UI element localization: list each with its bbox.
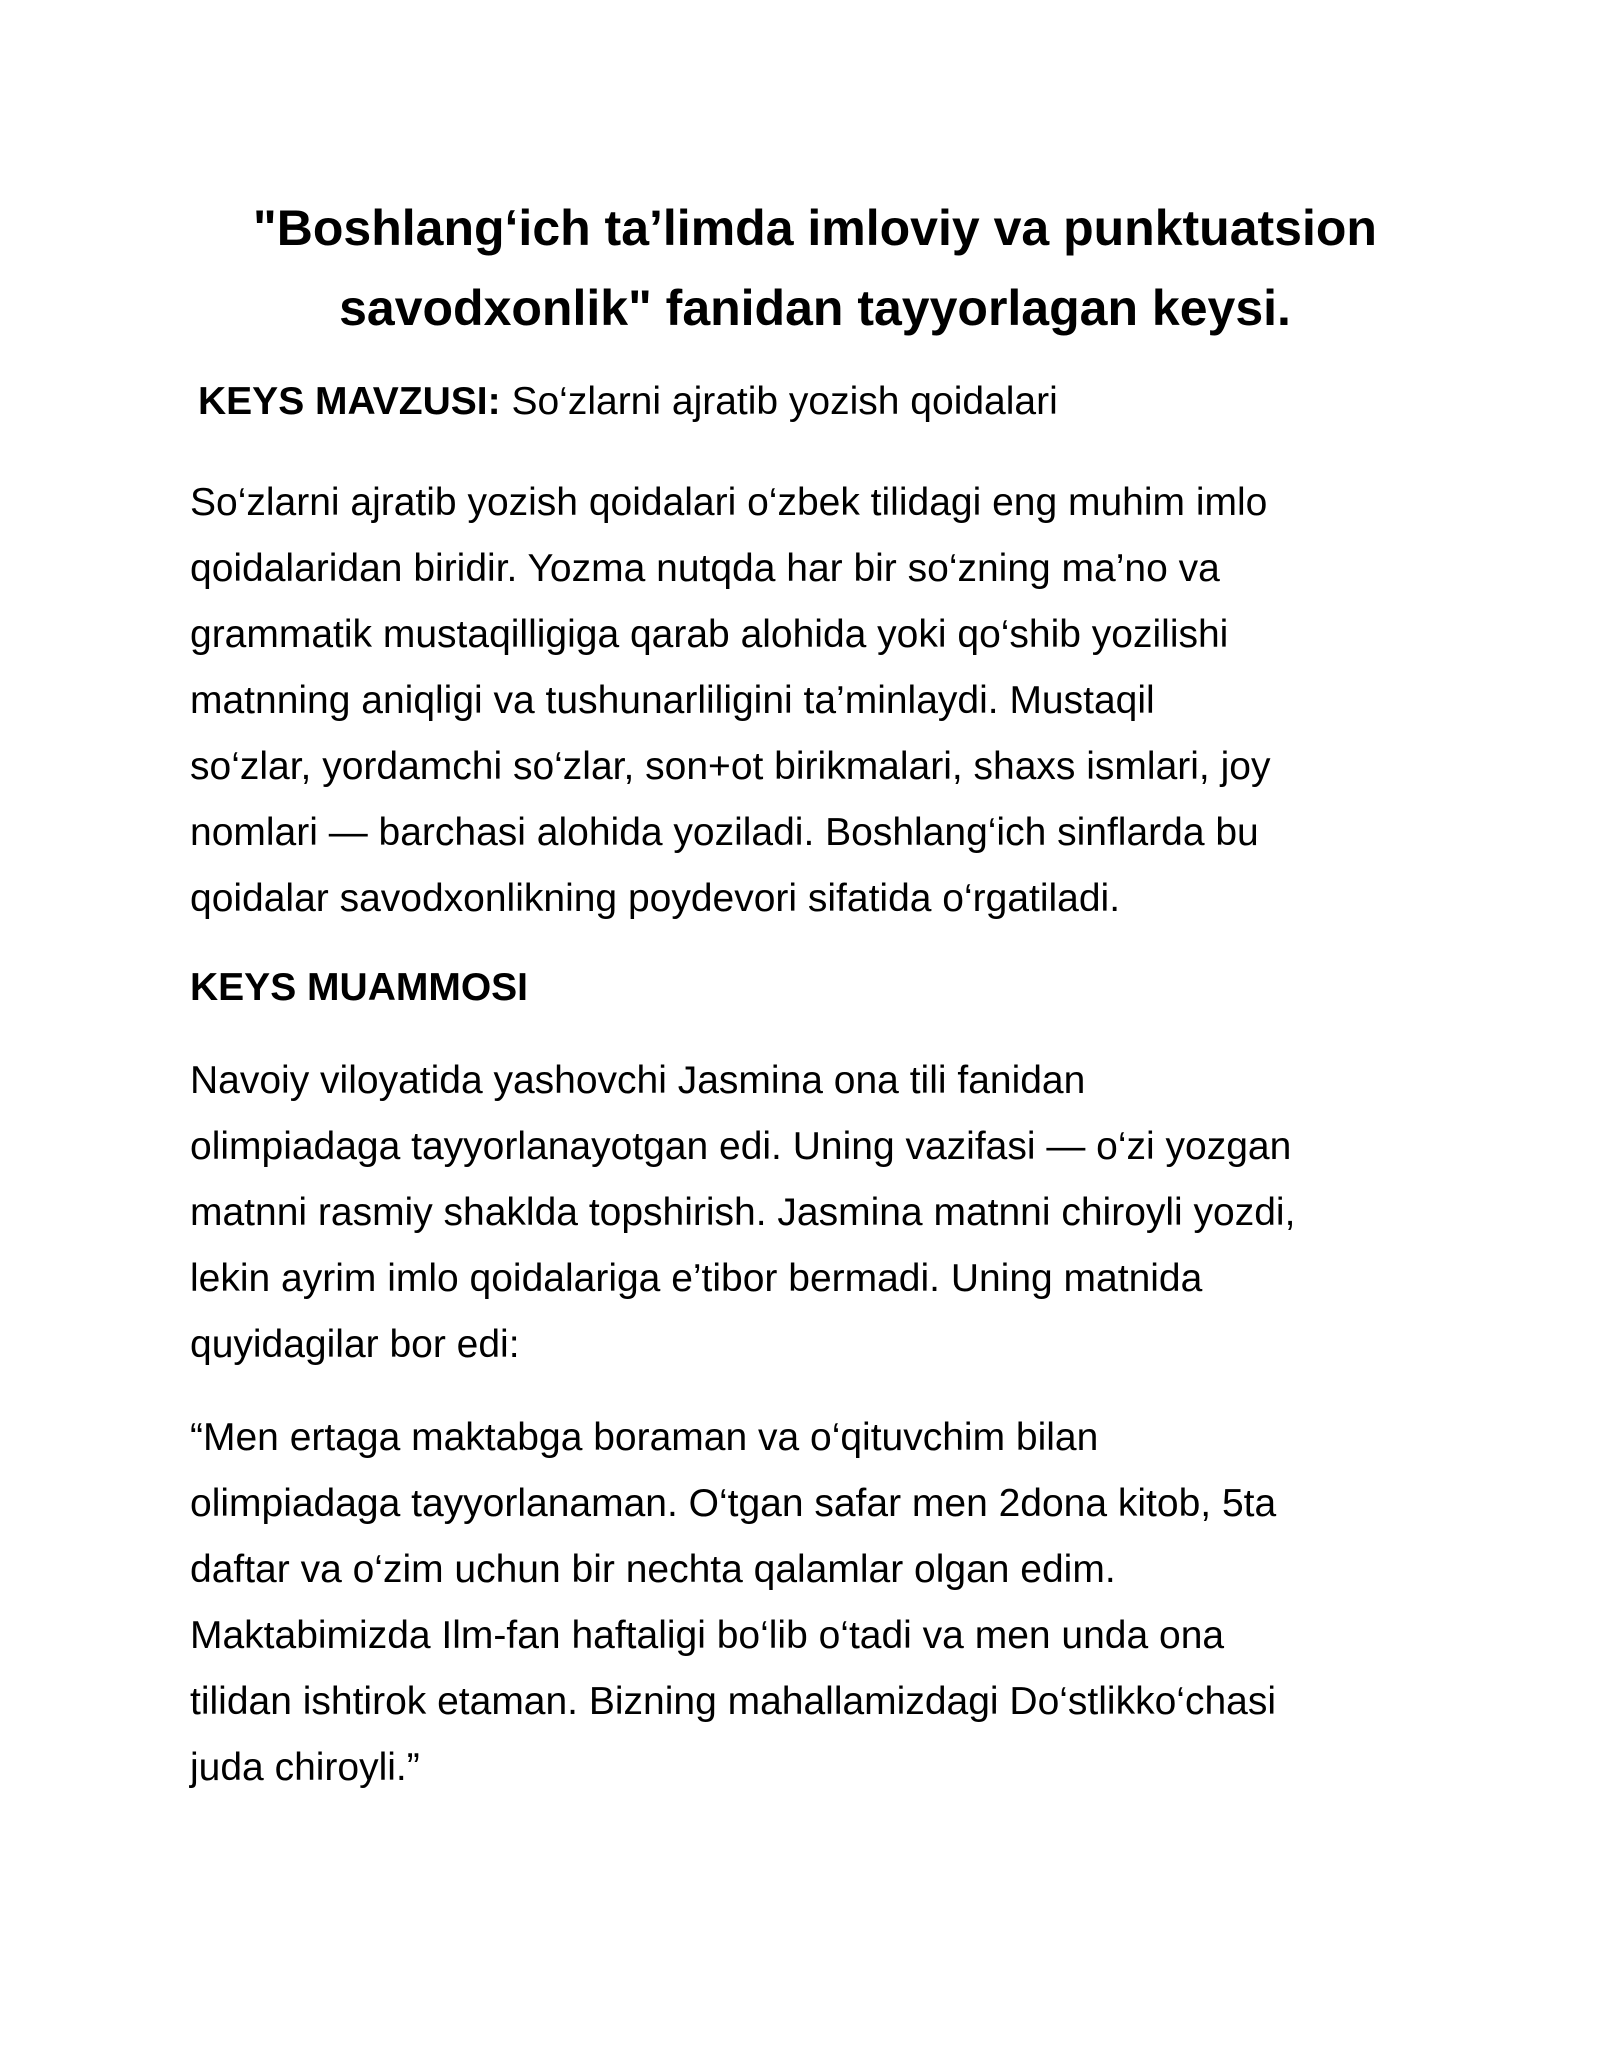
problem-paragraph xyxy=(190,1048,1430,1378)
case-topic-label: KEYS MAVZUSI: xyxy=(198,380,501,423)
paragraph-line: tilidan ishtirok etaman. Bizning mahallamizdagi Do‘stlikko‘chasi xyxy=(190,1680,1276,1723)
paragraph-line: So‘zlarni ajratib yozish qoidalari o‘zbek tilidagi eng muhim imlo xyxy=(190,481,1268,524)
paragraph-line: lekin ayrim imlo qoidalariga e’tibor bermadi. Uning matnida xyxy=(190,1257,1203,1300)
case-topic-text: So‘zlarni ajratib yozish qoidalari xyxy=(500,380,1058,423)
paragraph-line: quyidagilar bor edi: xyxy=(190,1323,520,1366)
paragraph-line: juda chiroyli.” xyxy=(190,1746,420,1789)
case-topic xyxy=(198,376,1058,428)
paragraph-line: matnni rasmiy shaklda topshirish. Jasmina matnni chiroyli yozdi, xyxy=(190,1191,1296,1234)
intro-paragraph xyxy=(190,470,1430,932)
paragraph-line: Maktabimizda Ilm-fan haftaligi bo‘lib o‘tadi va men unda ona xyxy=(190,1614,1225,1657)
title-line: "Boshlang‘ich ta’limda imloviy va punktuatsion xyxy=(253,200,1377,256)
paragraph-line: matnning aniqligi va tushunarliligini ta’minlaydi. Mustaqil xyxy=(190,679,1155,722)
document-title xyxy=(190,188,1440,348)
paragraph-line: qoidalaridan biridir. Yozma nutqda har bir so‘zning ma’no va xyxy=(190,547,1220,590)
problem-heading: KEYS MUAMMOSI xyxy=(190,966,529,1009)
paragraph-line: “Men ertaga maktabga boraman va o‘qituvchim bilan xyxy=(190,1416,1099,1459)
paragraph-line: olimpiadaga tayyorlanayotgan edi. Uning vazifasi — o‘zi yozgan xyxy=(190,1125,1292,1168)
paragraph-line: nomlari — barchasi alohida yoziladi. Boshlang‘ich sinflarda bu xyxy=(190,811,1259,854)
paragraph-line: so‘zlar, yordamchi so‘zlar, son+ot birikmalari, shaxs ismlari, joy xyxy=(190,745,1271,788)
paragraph-line: Navoiy viloyatida yashovchi Jasmina ona tili fanidan xyxy=(190,1059,1086,1102)
quote-paragraph xyxy=(190,1405,1430,1801)
paragraph-line: olimpiadaga tayyorlanaman. O‘tgan safar men 2dona kitob, 5ta xyxy=(190,1482,1277,1525)
paragraph-line: grammatik mustaqilligiga qarab alohida yoki qo‘shib yozilishi xyxy=(190,613,1229,656)
paragraph-line: qoidalar savodxonlikning poydevori sifatida o‘rgatiladi. xyxy=(190,877,1121,920)
title-line: savodxonlik" fanidan tayyorlagan keysi. xyxy=(339,280,1291,336)
paragraph-line: daftar va o‘zim uchun bir nechta qalamlar olgan edim. xyxy=(190,1548,1116,1591)
